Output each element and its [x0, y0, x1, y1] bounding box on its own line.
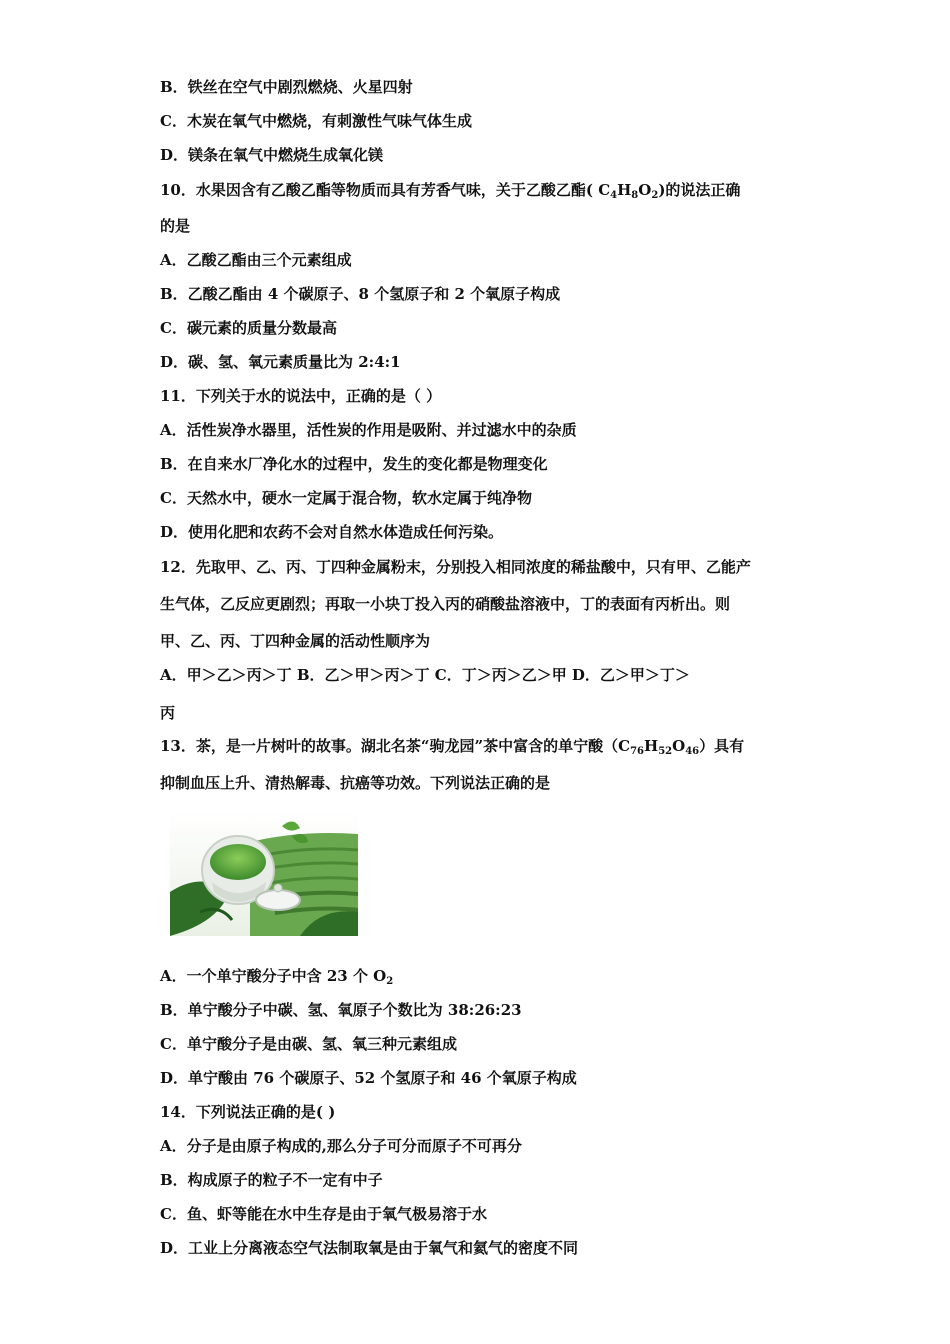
q10-formula-sub: 8 — [631, 190, 639, 201]
q13-option-b: B．单宁酸分子中碳、氢、氧原子个数比为 38:26:23 — [160, 1001, 522, 1019]
q13-option-a — [160, 966, 393, 992]
q11-option-c: C．天然水中，硬水一定属于混合物，软水定属于纯净物 — [160, 489, 532, 507]
q14-option-d: D．工业上分离液态空气法制取氧是由于氧气和氦气的密度不同 — [160, 1239, 579, 1257]
tea-illustration — [170, 812, 358, 936]
q9-option-d: D．镁条在氧气中燃烧生成氧化镁 — [160, 146, 384, 164]
q10-formula-sub: 4 — [610, 190, 618, 201]
q10-stem-text: 10．水果因含有乙酸乙酯等物质而具有芳香气味，关于乙酸乙酯( C — [160, 181, 611, 199]
q9-option-b: B．铁丝在空气中剧烈燃烧、火星四射 — [160, 78, 413, 96]
q13-formula-sub: 76 — [630, 746, 644, 757]
q12-stem-line3: 甲、乙、丙、丁四种金属的活动性顺序为 — [160, 632, 431, 650]
q10-formula-sub: 2 — [651, 190, 659, 201]
q14-option-b: B．构成原子的粒子不一定有中子 — [160, 1171, 383, 1189]
q14-option-a: A．分子是由原子构成的,那么分子可分而原子不可再分 — [160, 1137, 522, 1155]
q13-formula-sub: 52 — [658, 746, 673, 757]
q11-option-b: B．在自来水厂净化水的过程中，发生的变化都是物理变化 — [160, 455, 548, 473]
q13-formula-part: H — [644, 737, 659, 755]
q10-stem-text: )的说法正确 — [658, 181, 741, 199]
q14-option-c: C．鱼、虾等能在水中生存是由于氧气极易溶于水 — [160, 1205, 487, 1223]
q10-option-d: D．碳、氢、氧元素质量比为 2:4:1 — [160, 353, 401, 371]
q9-option-c: C．木炭在氧气中燃烧，有刺激性气味气体生成 — [160, 112, 472, 130]
q10-stem-line2: 的是 — [160, 217, 191, 235]
q10-stem-line1 — [160, 180, 740, 206]
q11-stem: 11．下列关于水的说法中，正确的是（ ） — [160, 387, 442, 405]
q12-stem-line2: 生气体，乙反应更剧烈；再取一小块丁投入丙的硝酸盐溶液中，丁的表面有丙析出。则 — [160, 595, 731, 613]
tea-photo — [170, 812, 358, 936]
q10-option-c: C．碳元素的质量分数最高 — [160, 319, 337, 337]
q10-option-a: A．乙酸乙酯由三个元素组成 — [160, 251, 352, 269]
q11-option-a: A．活性炭净水器里，活性炭的作用是吸附、并过滤水中的杂质 — [160, 421, 577, 439]
q13-option-a-text: A．一个单宁酸分子中含 23 个 O — [160, 967, 387, 985]
q10-formula-part: H — [617, 181, 632, 199]
q13-stem-line2: 抑制血压上升、清热解毒、抗癌等功效。下列说法正确的是 — [160, 774, 551, 792]
q13-formula-sub: 46 — [685, 746, 700, 757]
q12-options-continued: 丙 — [160, 704, 176, 722]
q10-formula-part: O — [638, 181, 652, 199]
q13-stem-line1 — [160, 736, 744, 762]
q13-option-c: C．单宁酸分子是由碳、氢、氧三种元素组成 — [160, 1035, 457, 1053]
q13-stem-text: 13．茶，是一片树叶的故事。湖北名茶“驹龙园”茶中富含的单宁酸（C — [160, 737, 631, 755]
q13-formula-part: O — [672, 737, 686, 755]
q12-options: A．甲＞乙＞丙＞丁 B．乙＞甲＞丙＞丁 C．丁＞丙＞乙＞甲 D．乙＞甲＞丁＞ — [160, 666, 690, 684]
q12-stem-line1: 12．先取甲、乙、丙、丁四种金属粉末，分别投入相同浓度的稀盐酸中，只有甲、乙能产 — [160, 558, 751, 576]
q13-option-d: D．单宁酸由 76 个碳原子、52 个氢原子和 46 个氧原子构成 — [160, 1069, 577, 1087]
q11-option-d: D．使用化肥和农药不会对自然水体造成任何污染。 — [160, 523, 504, 541]
q14-stem: 14．下列说法正确的是( ) — [160, 1103, 336, 1121]
q13-stem-text: ）具有 — [699, 737, 745, 755]
q10-option-b: B．乙酸乙酯由 4 个碳原子、8 个氢原子和 2 个氧原子构成 — [160, 285, 561, 303]
q13-option-a-sub: 2 — [386, 976, 394, 987]
